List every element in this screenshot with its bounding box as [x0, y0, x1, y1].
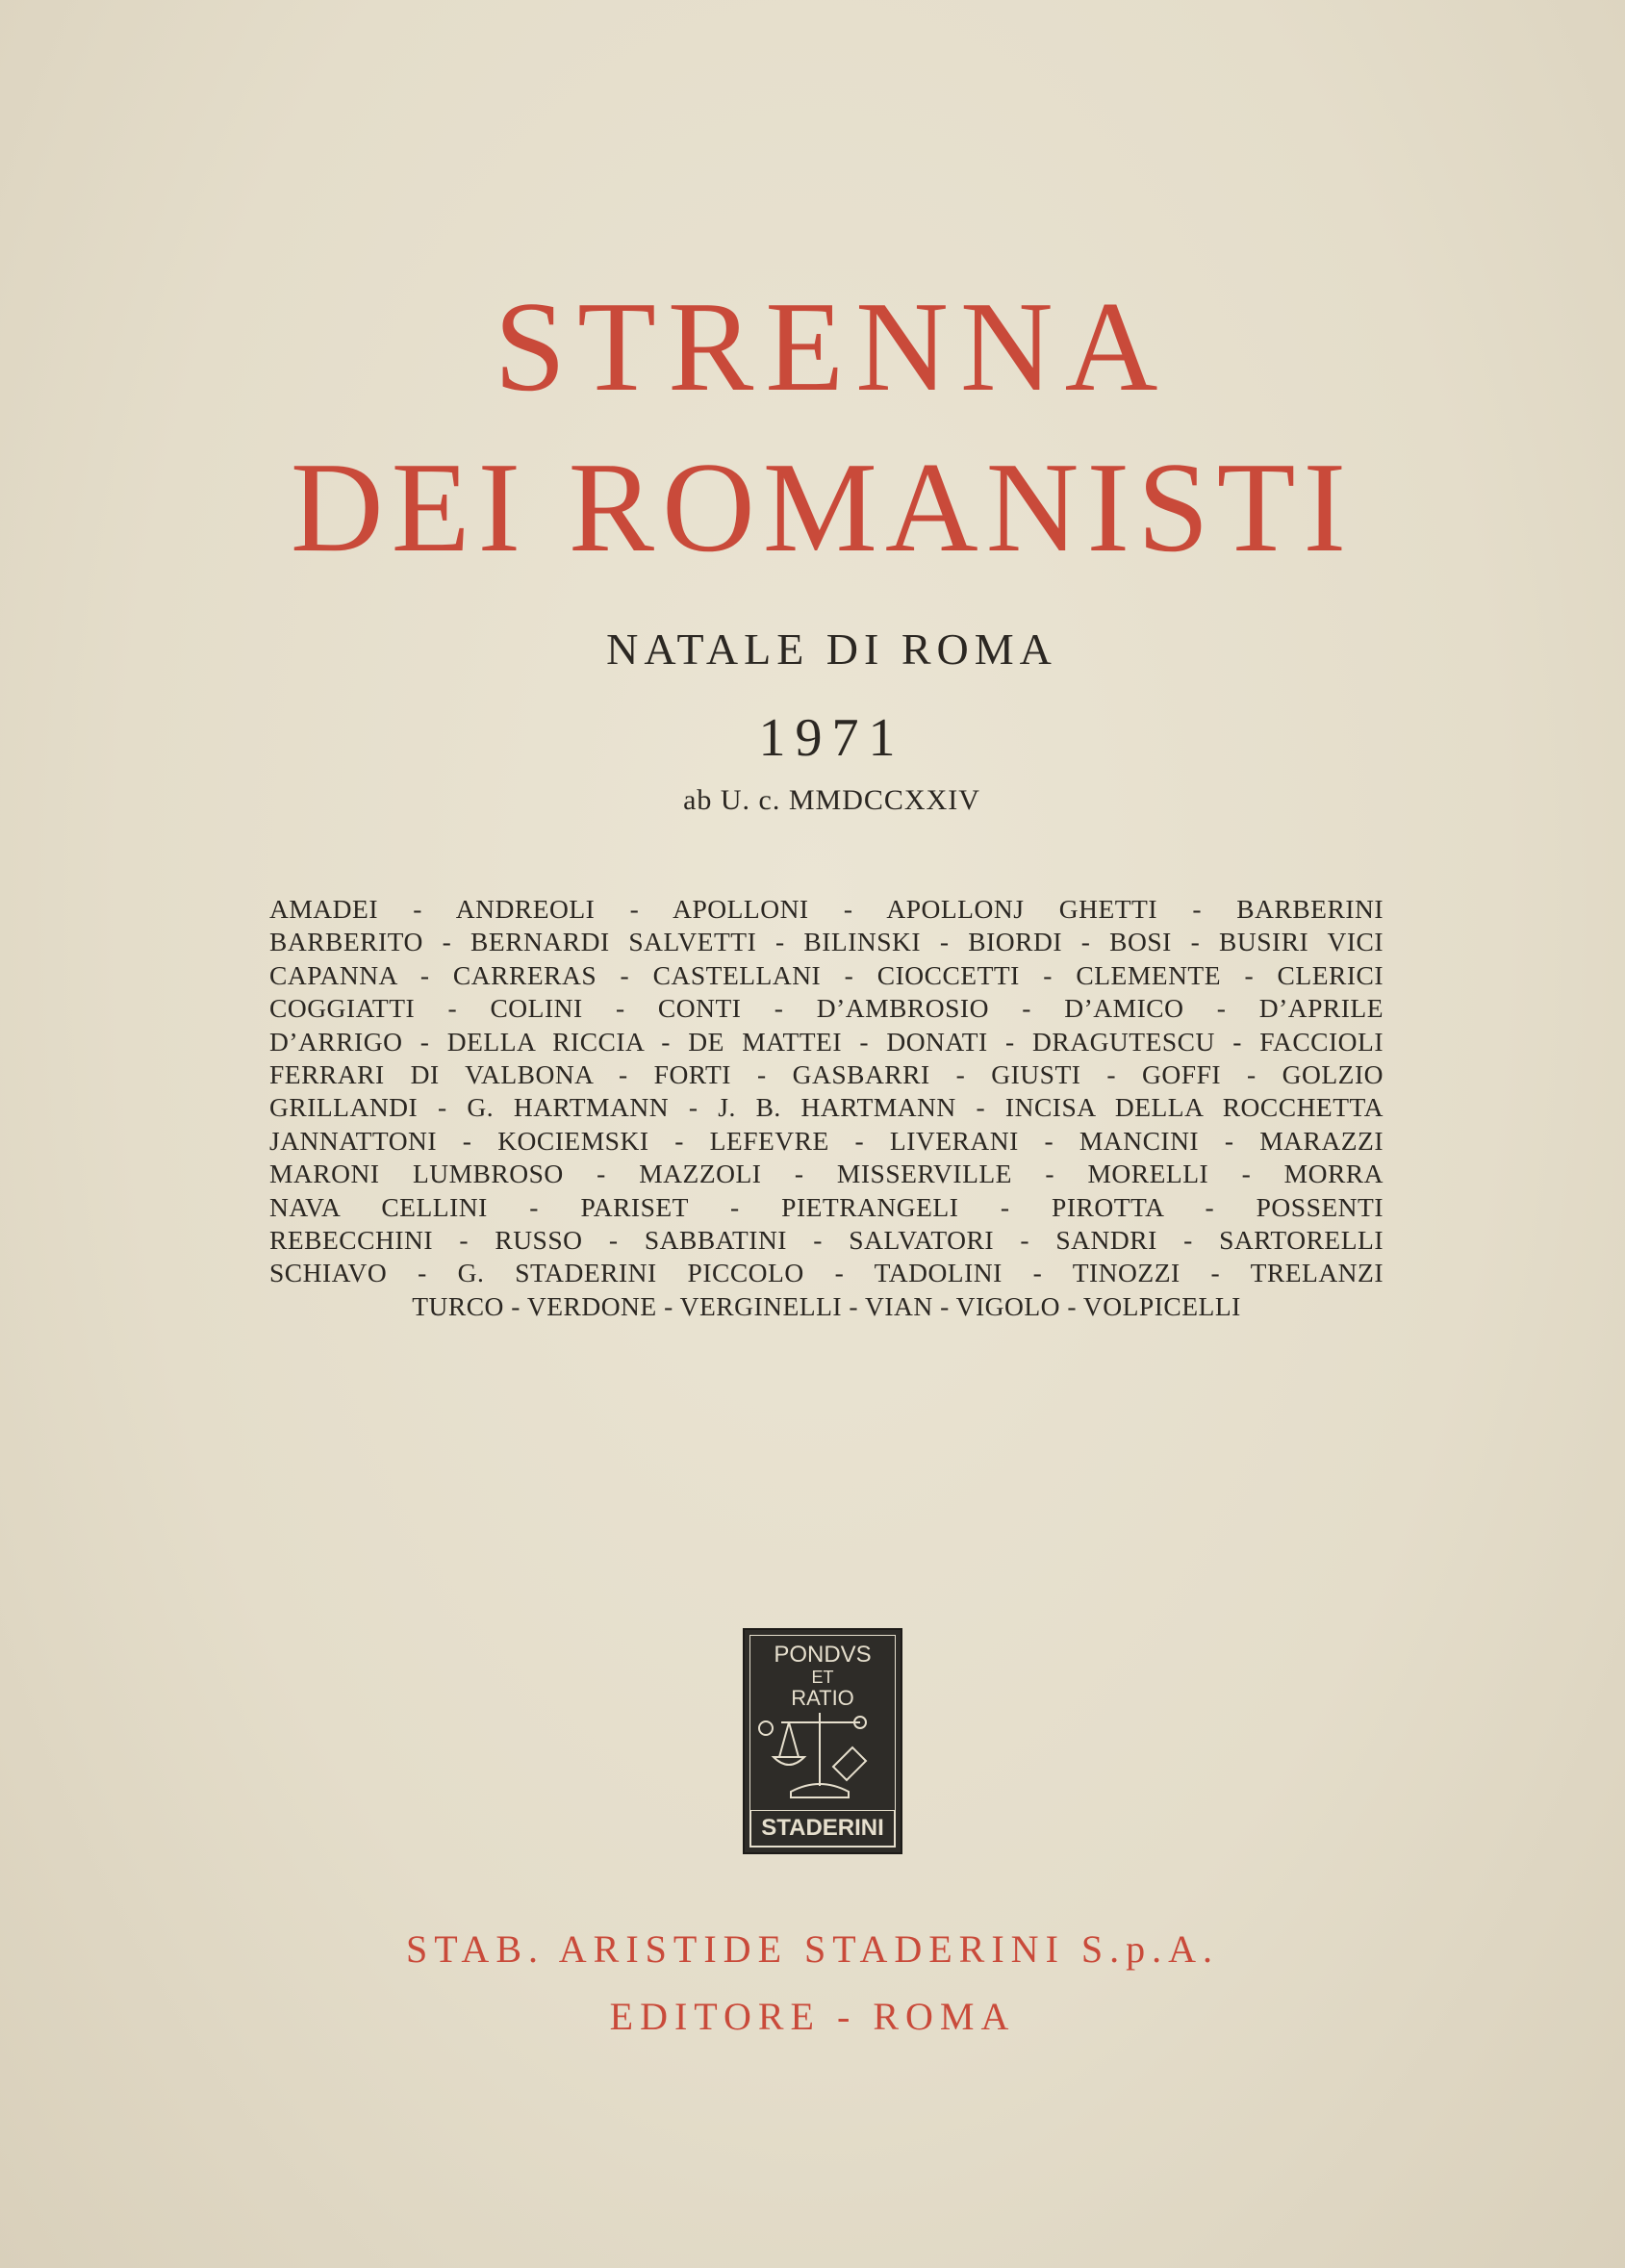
publisher-name: STAB. ARISTIDE STADERINI S.p.A.: [405, 1927, 1220, 1971]
author-line: D’ARRIGO - DELLA RICCIA - DE MATTEI - DONATI - DRAGUTESCU - FACCIOLI: [269, 1026, 1384, 1057]
publisher-location: EDITORE - ROMA: [609, 1995, 1016, 2038]
scale-emblem-icon: [752, 1709, 887, 1805]
title-line-2: DEI ROMANISTI: [290, 436, 1355, 578]
era-date: ab U. c. MMDCCXXIV: [683, 784, 980, 816]
author-list: [269, 893, 1384, 1323]
author-line: JANNATTONI - KOCIEMSKI - LEFEVRE - LIVERANI - MANCINI - MARAZZI: [269, 1125, 1384, 1156]
author-line: TURCO - VERDONE - VERGINELLI - VIAN - VIGOLO - VOLPICELLI: [412, 1290, 1241, 1321]
author-line: BARBERITO - BERNARDI SALVETTI - BILINSKI - BIORDI - BOSI - BUSIRI VICI: [269, 927, 1384, 957]
author-line: AMADEI - ANDREOLI - APOLLONI - APOLLONJ GHETTI - BARBERINI: [269, 894, 1384, 924]
author-line: NAVA CELLINI - PARISET - PIETRANGELI - PIROTTA - POSSENTI: [269, 1191, 1384, 1222]
printer-mark-name: STADERINI: [750, 1810, 895, 1847]
author-line: MARONI LUMBROSO - MAZZOLI - MISSERVILLE - MORELLI - MORRA: [269, 1159, 1384, 1189]
author-line: SCHIAVO - G. STADERINI PICCOLO - TADOLINI - TINOZZI - TRELANZI: [269, 1258, 1384, 1288]
author-line: FERRARI DI VALBONA - FORTI - GASBARRI - GIUSTI - GOFFI - GOLZIO: [269, 1058, 1384, 1089]
printer-mark-motto-2: ET: [811, 1668, 834, 1687]
author-line: CAPANNA - CARRERAS - CASTELLANI - CIOCCETTI - CLEMENTE - CLERICI: [269, 959, 1384, 990]
title-line-1: STRENNA: [494, 275, 1170, 418]
printer-mark-motto-1: PONDVS: [774, 1642, 872, 1668]
printer-mark-logo: [743, 1628, 902, 1854]
printer-mark-motto-3: RATIO: [791, 1686, 854, 1710]
author-line: GRILLANDI - G. HARTMANN - J. B. HARTMANN - INCISA DELLA ROCCHETTA: [269, 1092, 1384, 1123]
author-line: REBECCHINI - RUSSO - SABBATINI - SALVATORI - SANDRI - SARTORELLI: [269, 1224, 1384, 1255]
author-line: COGGIATTI - COLINI - CONTI - D’AMBROSIO - D’AMICO - D’APRILE: [269, 993, 1384, 1024]
subtitle: NATALE DI ROMA: [606, 624, 1057, 674]
year: 1971: [758, 708, 905, 768]
